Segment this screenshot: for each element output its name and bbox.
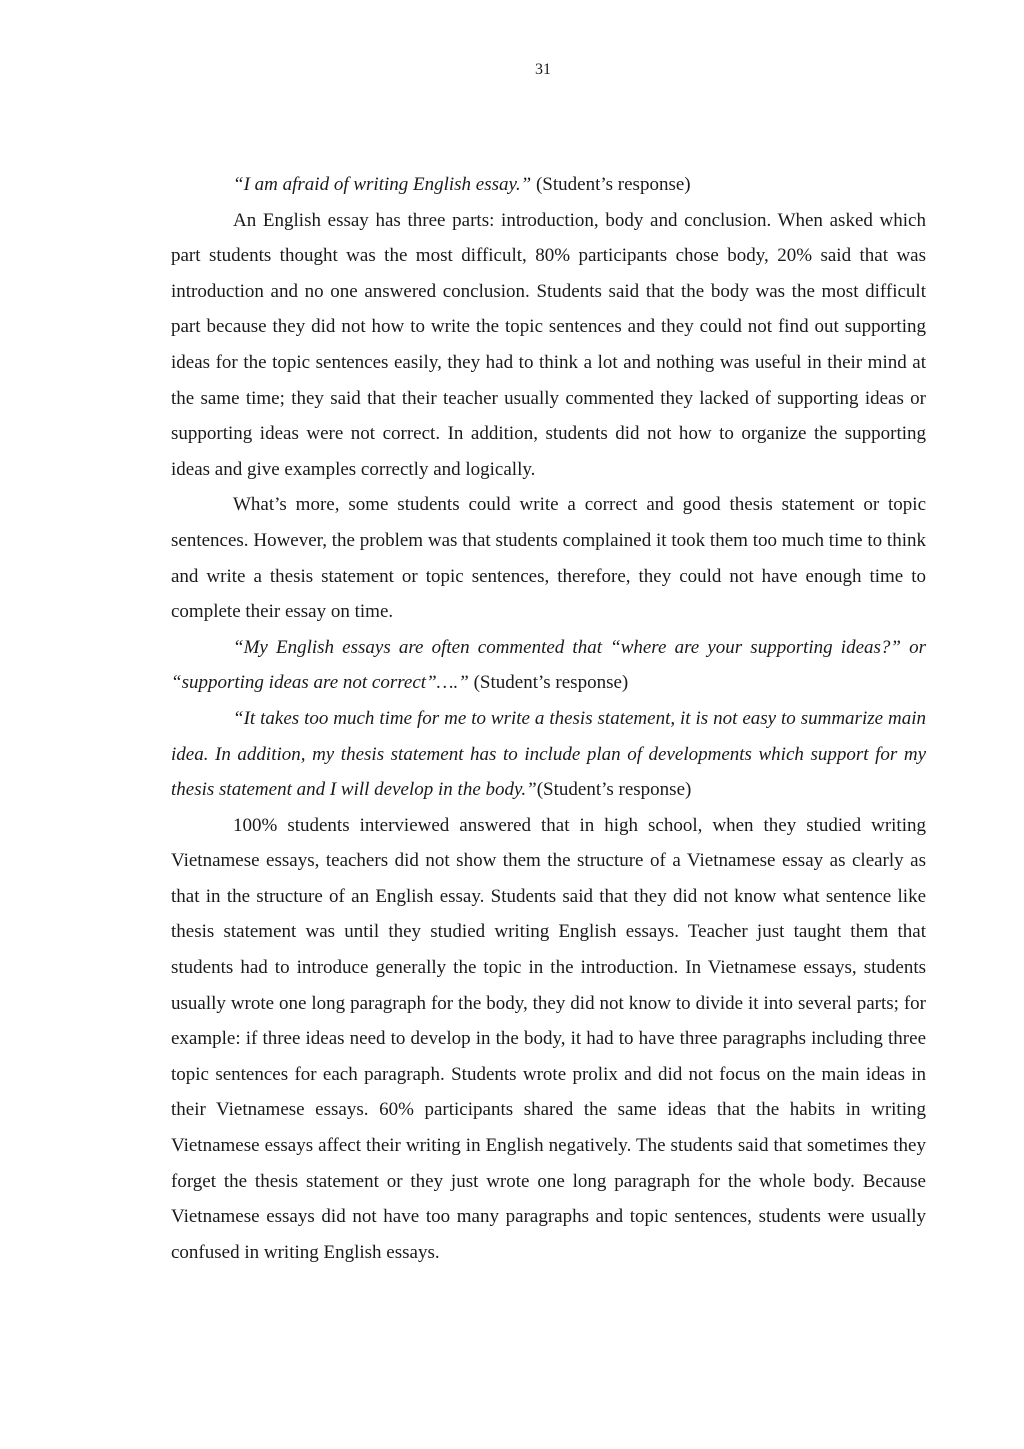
quote-paragraph-3 bbox=[171, 701, 926, 808]
body-text bbox=[171, 167, 926, 1270]
page-number: 31 bbox=[535, 61, 551, 78]
student-quote: “I am afraid of writing English essay.” bbox=[233, 174, 532, 195]
quote-paragraph-2 bbox=[171, 630, 926, 701]
quote-attribution: (Student’s response) bbox=[468, 672, 629, 694]
student-quote: “My English essays are often commented that “where are your supporting ideas?” or “supporting ideas are not correct”….” bbox=[171, 636, 926, 694]
paragraph-vietnamese-essays: 100% students interviewed answered that in high school, when they studied writing Vietnamese essays, teachers did not show them the structure of a Vietnamese essay as clearly as that in the structure of an English essay. Students said that they did not know what sentence like thesis statement was until they studied writing English essays. Teacher just taught them that students had to introduce generally the topic in the introduction. In Vietnamese essays, students usually wrote one long paragraph for the body, they did not know to divide it into several parts; for example: if three ideas need to develop in the body, it had to have three paragraphs including three topic sentences for each paragraph. Students wrote prolix and did not focus on the main ideas in their Vietnamese essays. 60% participants shared the same ideas that the habits in writing Vietnamese essays affect their writing in English negatively. The students said that sometimes they forget the thesis statement or they just wrote one long paragraph for the whole body. Because Vietnamese essays did not have too many paragraphs and topic sentences, students were usually confused in writing English essays. bbox=[171, 814, 926, 1263]
paragraph-essay-parts: An English essay has three parts: introduction, body and conclusion. When asked which part students thought was the most difficult, 80% participants chose body, 20% said that was introduction and no one answered conclusion. Students said that the body was the most difficult part because they did not how to write the topic sentences and they could not find out supporting ideas for the topic sentences easily, they had to think a lot and nothing was useful in their mind at the same time; they said that their teacher usually commented they lacked of supporting ideas or supporting ideas were not correct. In addition, students did not how to organize the supporting ideas and give examples correctly and logically. bbox=[171, 209, 926, 480]
quote-paragraph-1 bbox=[171, 167, 926, 203]
student-quote: “It takes too much time for me to write a thesis statement, it is not easy to summarize main idea. In addition, my thesis statement has to include plan of developments which support for my thesis statement and I will develop in the body.” bbox=[171, 707, 926, 801]
quote-attribution: (Student’s response) bbox=[536, 779, 692, 801]
quote-attribution: (Student’s response) bbox=[531, 174, 691, 195]
paragraph-thesis-time: What’s more, some students could write a correct and good thesis statement or topic sentences. However, the problem was that students complained it took them too much time to think and write a thesis statement or topic sentences, therefore, they could not have enough time to complete their essay on time. bbox=[171, 494, 926, 623]
